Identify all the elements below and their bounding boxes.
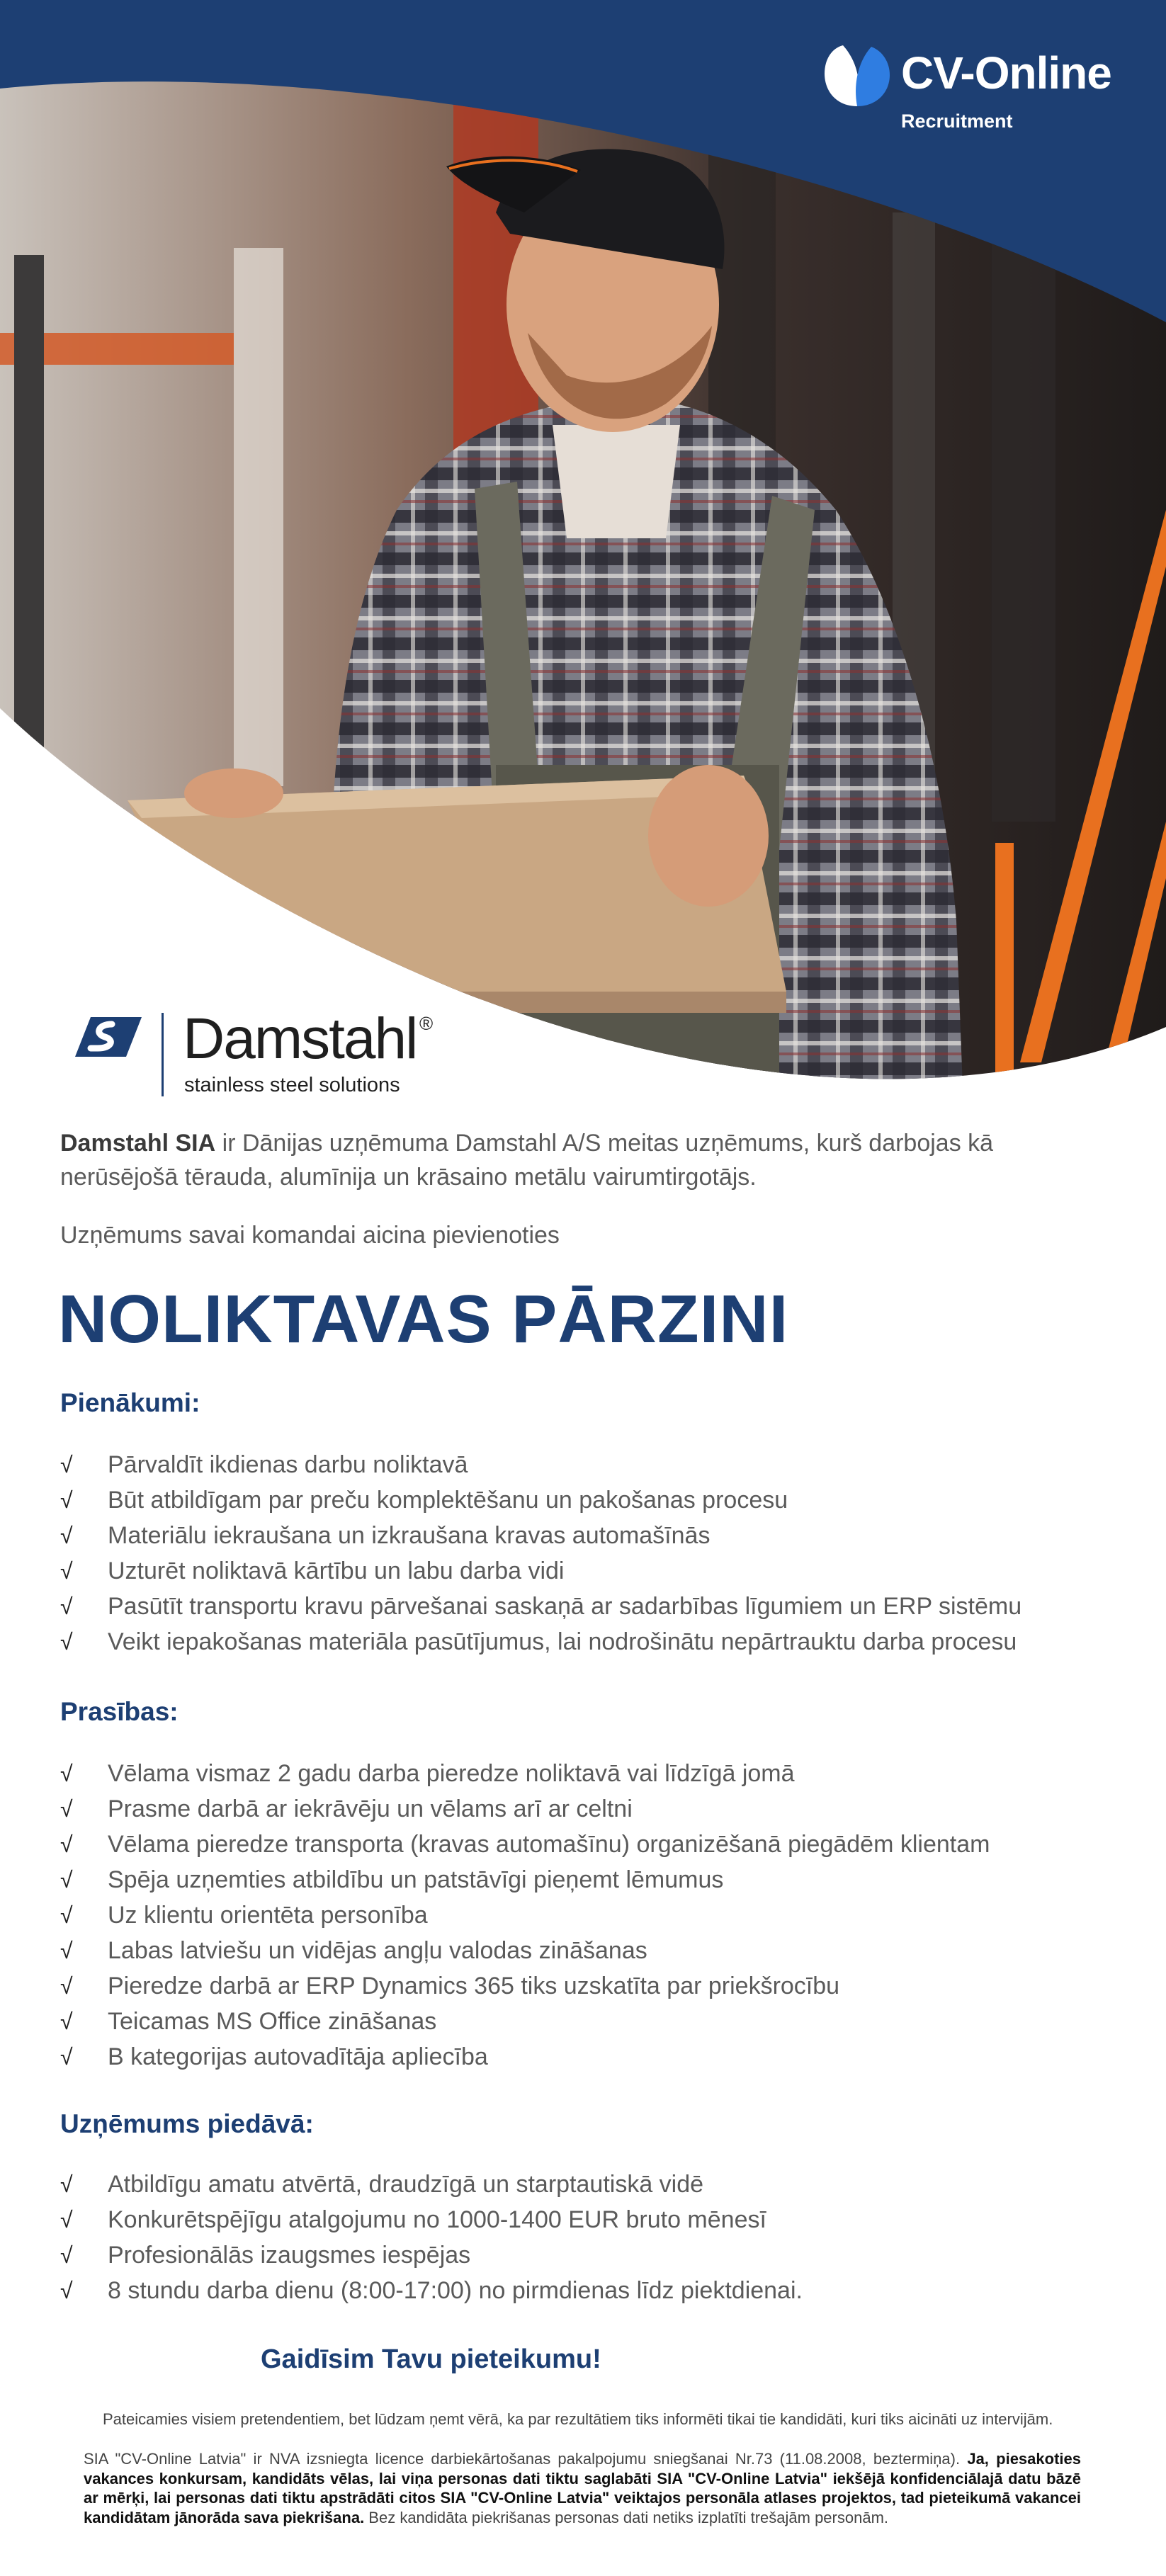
hero-photo (0, 0, 1166, 1105)
check-icon: √ (60, 1973, 73, 1999)
check-icon: √ (60, 1761, 73, 1786)
footer-legal (84, 2449, 1081, 2527)
list-item-text: Konkurētspējīgu atalgojumu no 1000-1400 EUR bruto mēnesī (108, 2206, 766, 2233)
requirements-list (60, 1756, 1123, 2075)
list-item (60, 1482, 1123, 1518)
check-icon: √ (60, 1796, 73, 1822)
list-item (60, 1933, 1123, 1968)
list-item-text: Būt atbildīgam par preču komplektēšanu un pakošanas procesu (108, 1487, 788, 1514)
duties-list (60, 1447, 1123, 1659)
damstahl-logo (62, 1006, 459, 1112)
list-item (60, 2004, 1123, 2039)
list-item-text: Prasme darbā ar iekrāvēju un vēlams arī ar celtni (108, 1795, 633, 1822)
hero-banner (0, 0, 1166, 1105)
cv-online-logo[interactable] (822, 41, 1119, 140)
check-icon: √ (60, 2044, 73, 2070)
list-item-text: Uzturēt noliktavā kārtību un labu darba vidi (108, 1557, 565, 1584)
list-item (60, 1518, 1123, 1553)
check-icon: √ (60, 1832, 73, 1857)
list-item-text: Teicamas MS Office zināšanas (108, 2008, 437, 2035)
requirements-title: Prasības: (60, 1697, 179, 1726)
closing-call-to-action: Gaidīsim Tavu pieteikumu! (261, 2344, 601, 2374)
footer-legal-consent: Ja, piesakoties vakances konkursam, kandidāts vēlas, lai viņa personas dati tiktu saglabāti SIA "CV-Online Latvia" iekšējā konfidenciālajā datu bāzē ar mērķi, lai personas dati tiktu apstrādāti citos SIA "CV-Online Latvia" veiktajos personāla atlases projektos, tad pieteikumā vakancei kandidātam jānorāda sava piekrišana. (84, 2450, 1081, 2526)
list-item (60, 2039, 1123, 2075)
damstahl-name: Damstahl (183, 1006, 417, 1071)
list-item-text: Labas latviešu un vidējas angļu valodas zināšanas (108, 1937, 647, 1964)
job-title: NOLIKTAVAS PĀRZINI (58, 1281, 789, 1357)
list-item (60, 1756, 1123, 1791)
list-item (60, 1624, 1123, 1659)
check-icon: √ (60, 1902, 73, 1928)
list-item-text: Pārvaldīt ikdienas darbu noliktavā (108, 1451, 468, 1478)
list-item (60, 1553, 1123, 1589)
list-item-text: Veikt iepakošanas materiāla pasūtījumus, lai nodrošinātu nepārtrauktu darba procesu (108, 1628, 1017, 1655)
check-icon: √ (60, 1523, 73, 1548)
offer-title: Uzņēmums piedāvā: (60, 2109, 314, 2138)
check-icon: √ (60, 2207, 73, 2232)
damstahl-logo-icon (62, 1013, 147, 1062)
company-description: ir Dānijas uzņēmuma Damstahl A/S meitas uzņēmums, kurš darbojas kā nerūsējošā tērauda, alumīnija un krāsaino metālu vairumtirgotājs. (60, 1130, 994, 1191)
list-item (60, 2237, 1123, 2273)
list-item (60, 1897, 1123, 1933)
check-icon: √ (60, 1867, 73, 1893)
cv-online-logo-icon (822, 41, 893, 112)
cv-online-subtitle: Recruitment (901, 110, 1013, 132)
join-invite-text: Uzņēmums savai komandai aicina pievienoties (60, 1222, 560, 1249)
list-item-text: Atbildīgu amatu atvērtā, draudzīgā un starptautiskā vidē (108, 2171, 704, 2198)
check-icon: √ (60, 1558, 73, 1584)
list-item-text: Uz klientu orientēta personība (108, 1902, 428, 1929)
check-icon: √ (60, 2009, 73, 2034)
list-item (60, 1827, 1123, 1862)
list-item-text: Pieredze darbā ar ERP Dynamics 365 tiks uzskatīta par priekšrocību (108, 1973, 840, 1999)
list-item-text: Vēlama pieredze transporta (kravas automašīnu) organizēšanā piegādēm klientam (108, 1831, 990, 1858)
damstahl-logo-divider (162, 1013, 164, 1096)
list-item-text: Vēlama vismaz 2 gadu darba pieredze noliktavā vai līdzīgā jomā (108, 1760, 795, 1787)
check-icon: √ (60, 1629, 73, 1655)
duties-title: Pienākumi: (60, 1388, 200, 1417)
check-icon: √ (60, 2172, 73, 2197)
list-item (60, 2202, 1123, 2237)
check-icon: √ (60, 2278, 73, 2303)
check-icon: √ (60, 1594, 73, 1619)
list-item-text: Spēja uzņemties atbildību un patstāvīgi pieņemt lēmumus (108, 1866, 724, 1893)
footer-legal-license: SIA "CV-Online Latvia" ir NVA izsniegta licence darbiekārtošanas pakalpojumu sniegšanai Nr.73 (11.08.2008, beztermiņa). (84, 2450, 968, 2468)
list-item-text: B kategorijas autovadītāja apliecība (108, 2043, 488, 2070)
list-item (60, 1862, 1123, 1897)
check-icon: √ (60, 2242, 73, 2268)
list-item-text: Pasūtīt transportu kravu pārvešanai saskaņā ar sadarbības līgumiem un ERP sistēmu (108, 1593, 1022, 1620)
company-intro (60, 1126, 1116, 1194)
list-item (60, 1968, 1123, 2004)
footer-legal-privacy: Bez kandidāta piekrišanas personas dati netiks izplatīti trešajām personām. (364, 2508, 889, 2526)
offer-list (60, 2167, 1123, 2308)
check-icon: √ (60, 1487, 73, 1513)
footer-thanks: Pateicamies visiem pretendentiem, bet lūdzam ņemt vērā, ka par rezultātiem tiks informēti tikai tie kandidāti, kuri tiks aicināti uz intervijām. (103, 2410, 1053, 2428)
cv-online-name: CV-Online (901, 47, 1111, 98)
check-icon: √ (60, 1938, 73, 1963)
list-item-text: Materiālu iekraušana un izkraušana kravas automašīnās (108, 1522, 711, 1549)
list-item (60, 1589, 1123, 1624)
check-icon: √ (60, 1452, 73, 1477)
damstahl-tagline: stainless steel solutions (184, 1074, 400, 1096)
company-name: Damstahl SIA (60, 1130, 216, 1157)
list-item (60, 2273, 1123, 2308)
list-item (60, 2167, 1123, 2202)
list-item (60, 1791, 1123, 1827)
damstahl-registered-mark: ® (419, 1013, 434, 1034)
list-item (60, 1447, 1123, 1482)
list-item-text: 8 stundu darba dienu (8:00-17:00) no pirmdienas līdz piektdienai. (108, 2277, 803, 2304)
list-item-text: Profesionālās izaugsmes iespējas (108, 2242, 471, 2269)
